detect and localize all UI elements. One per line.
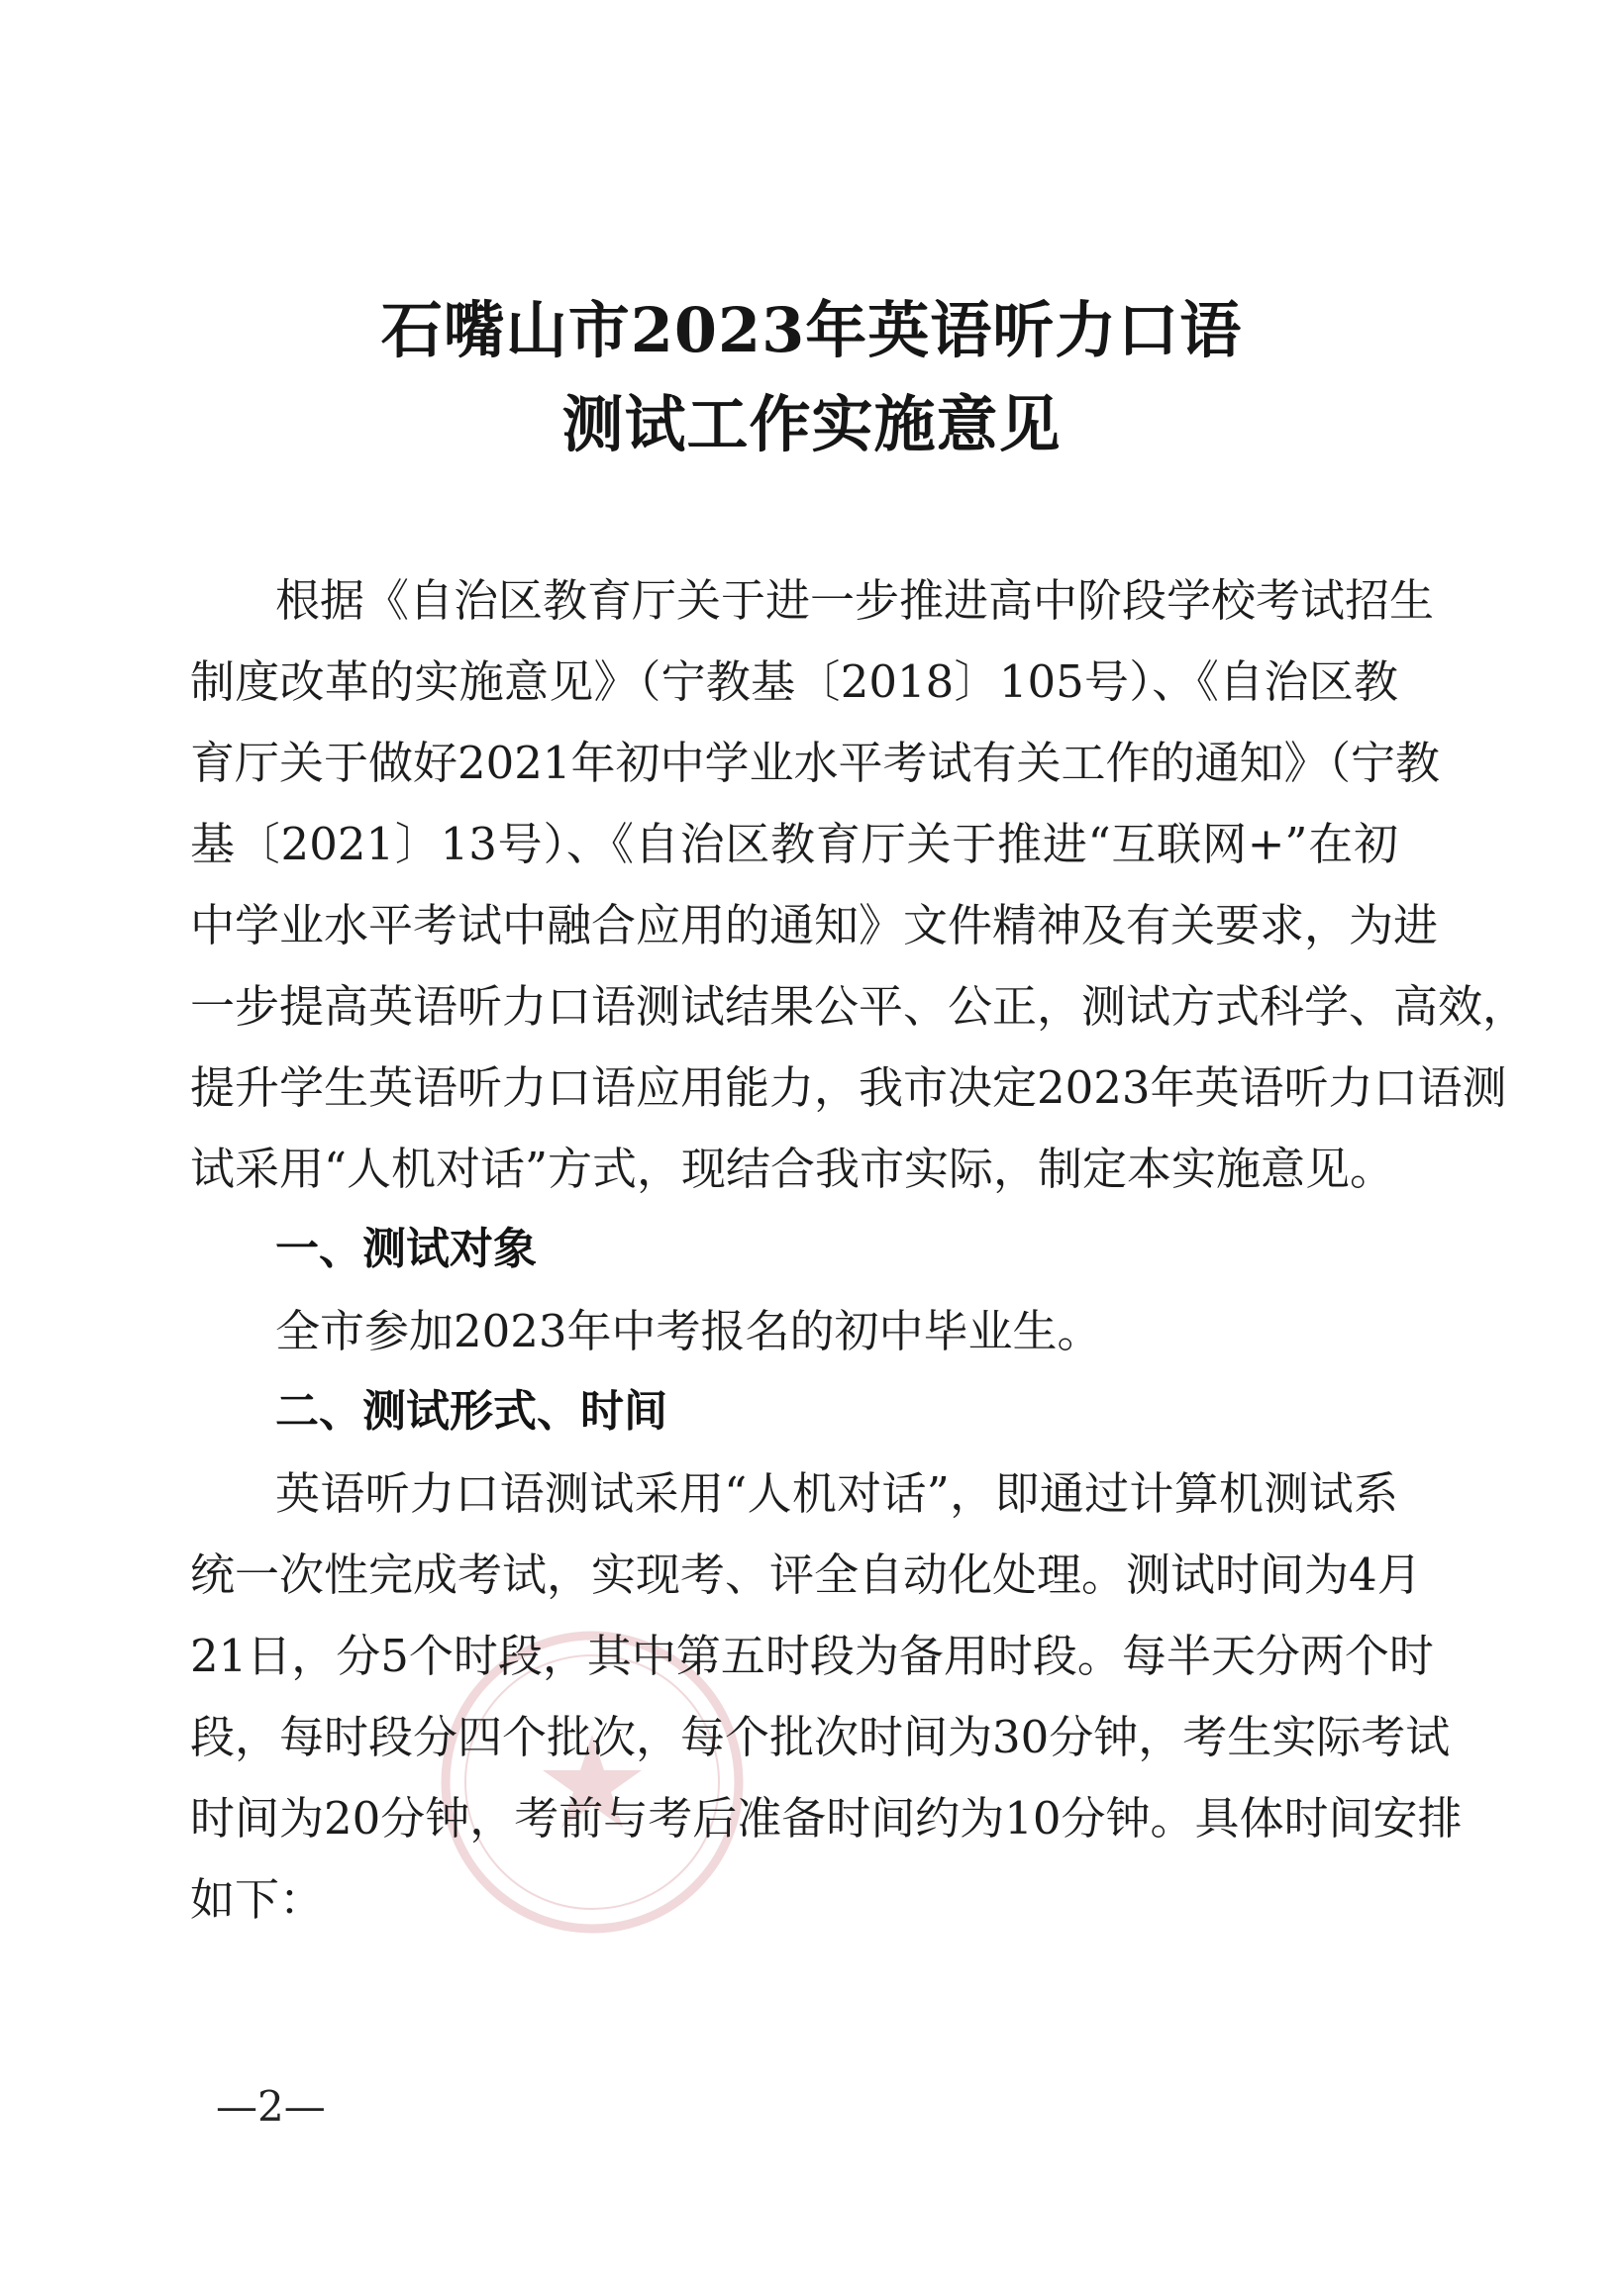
document-title-line-2: 测试工作实施意见 (561, 388, 1062, 460)
paragraph-line: 21日，分5个时段，其中第五时段为备用时段。每半天分两个时 (190, 1630, 1434, 1682)
paragraph-line: 英语听力口语测试采用“人机对话”，即通过计算机测试系 (275, 1467, 1398, 1520)
page-number: —2— (216, 2082, 326, 2131)
paragraph-line: 全市参加2023年中考报名的初中毕业生。 (275, 1305, 1102, 1357)
paragraph-line: 制度改革的实施意见》（宁教基〔2018〕105号）、《自治区教 (190, 655, 1398, 708)
paragraph-line: 一步提高英语听力口语测试结果公平、公正，测试方式科学、高效， (190, 980, 1528, 1033)
section-heading-test-subjects: 一、测试对象 (275, 1224, 537, 1274)
paragraph-line: 根据《自治区教育厅关于进一步推进高中阶段学校考试招生 (275, 574, 1435, 627)
paragraph-line: 试采用“人机对话”方式，现结合我市实际，制定本实施意见。 (190, 1143, 1395, 1195)
paragraph-line: 育厅关于做好2021年初中学业水平考试有关工作的通知》（宁教 (190, 737, 1441, 789)
paragraph-line: 统一次性完成考试，实现考、评全自动化处理。测试时间为4月 (190, 1548, 1422, 1601)
section-heading-test-form-time: 二、测试形式、时间 (275, 1386, 667, 1437)
paragraph-line: 段，每时段分四个批次，每个批次时间为30分钟，考生实际考试 (190, 1711, 1451, 1763)
paragraph-line: 如下： (190, 1873, 325, 1926)
paragraph-line: 时间为20分钟，考前与考后准备时间约为10分钟。具体时间安排 (190, 1792, 1463, 1845)
paragraph-line: 中学业水平考试中融合应用的通知》文件精神及有关要求，为进 (190, 899, 1439, 951)
paragraph-line: 提升学生英语听力口语应用能力，我市决定2023年英语听力口语测 (190, 1061, 1507, 1114)
paragraph-line: 基〔2021〕13号）、《自治区教育厅关于推进“互联网+”在初 (190, 818, 1398, 870)
document-title-line-1: 石嘴山市2023年英语听力口语 (380, 294, 1243, 366)
